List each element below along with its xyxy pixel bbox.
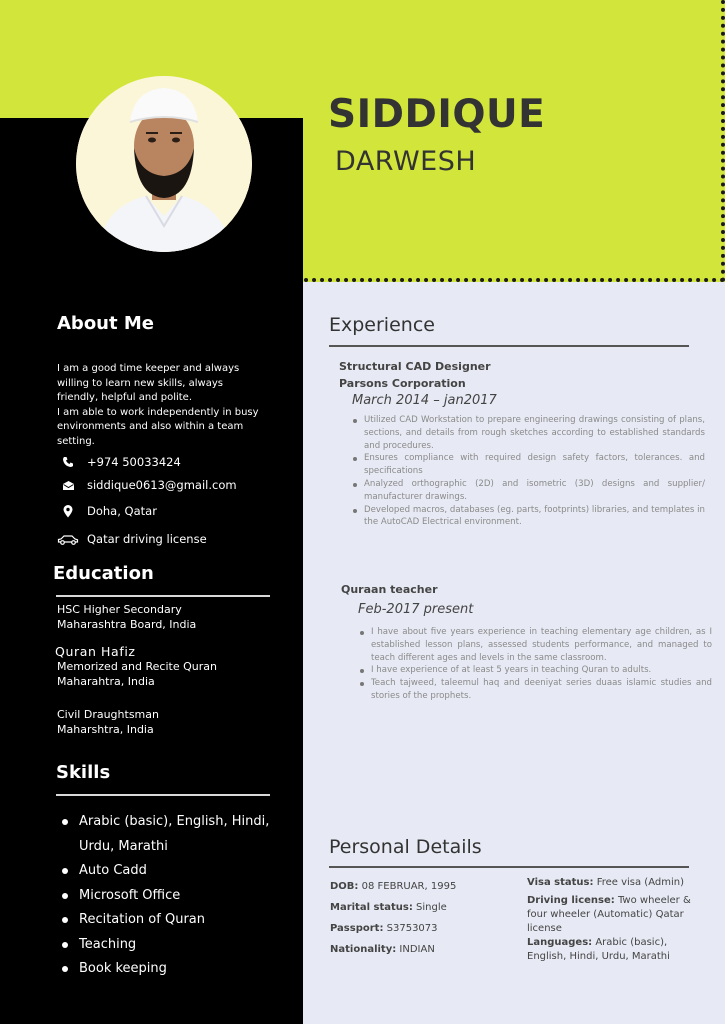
passport-value: S3753073 [383,923,438,934]
skills-divider [56,794,270,796]
education-degree: Quran Hafiz [55,644,136,659]
driving-row [527,894,695,936]
experience-heading: Experience [329,314,435,336]
job-title [339,358,491,392]
passport-label: Passport: [330,923,384,934]
marital-value: Single [412,902,447,913]
job-bullet: I have experience of at least 5 years in teaching Quran to adults. [358,664,712,677]
marital-label: Marital status: [330,902,413,913]
marital-row [330,897,510,918]
job-bullet: Developed macros, databases (eg. parts, footprints) libraries, and templates in the AutoCAD Electrical environment. [351,504,705,530]
job-bullet: Teach tajweed, taleemul haq and deeniyat series duaas islamic studies and stories of the prophets. [358,677,712,703]
skill-item: Recitation of Quran [60,908,270,933]
first-name: SIDDIQUE [328,92,546,137]
visa-label: Visa status: [527,877,594,888]
experience-divider [329,345,689,347]
dob-label: DOB: [330,881,359,892]
job-title-text: Structural CAD Designer [339,360,491,373]
passport-row [330,918,510,939]
skill-item: Arabic (basic), English, Hindi, Urdu, Marathi [60,810,270,859]
education-degree: Civil Draughtsman [57,708,159,721]
contact-email [56,476,286,494]
education-item [55,644,217,689]
job-bullets [351,414,705,529]
job-company: Parsons Corporation [339,377,466,390]
driving-label: Driving license: [527,895,615,906]
personal-left-column [330,876,510,960]
skill-item: Teaching [60,933,270,958]
contact-license [56,530,286,548]
job-date: Feb-2017 present [358,602,474,617]
skill-item: Auto Cadd [60,859,270,884]
about-text-1: I am a good time keeper and always willing to learn new skills, always friendly, helpful and polite. [57,363,240,404]
job-bullet: Ensures compliance with required design safety factors, tolerances. and specifications [351,452,705,478]
personal-divider [329,866,689,868]
job-bullets [358,626,712,703]
education-item [57,602,196,632]
education-detail: Memorized and Recite Quran [57,660,217,673]
visa-value: Free visa (Admin) [593,877,684,888]
personal-heading: Personal Details [329,836,482,858]
car-icon [56,531,80,547]
email-text: siddique0613@gmail.com [87,478,237,492]
location-text: Doha, Qatar [87,504,157,518]
education-place: Maharashtra Board, India [57,618,197,631]
job-date: March 2014 – jan2017 [352,393,497,408]
education-heading: Education [53,563,154,584]
nationality-label: Nationality: [330,944,397,955]
personal-right-column [527,876,695,964]
job-bullet: I have about five years experience in teaching elementary age children, as I established lesson plans, assessed students performance, and managed to teach different ages and levels in the same classroom. [358,626,712,664]
languages-row [527,936,695,964]
education-degree: HSC Higher Secondary [57,603,182,616]
education-place: Maharahtra, India [57,675,155,688]
nationality-value: INDIAN [396,944,435,955]
phone-text: +974 50033424 [87,455,181,469]
about-heading: About Me [57,313,154,334]
job-bullet: Utilized CAD Workstation to prepare engineering drawings consisting of plans, sections, and details from rough sketches according to established standards and procedures. [351,414,705,452]
skills-heading: Skills [56,762,111,783]
email-icon [56,477,80,493]
job-title: Quraan teacher [341,583,438,596]
contact-location [56,502,286,520]
contact-phone [56,453,286,471]
languages-label: Languages: [527,937,593,948]
education-divider [56,595,270,597]
skill-item: Microsoft Office [60,884,270,909]
job-bullet: Analyzed orthographic (2D) and isometric (3D) designs and supplier/ manufacturer drawings. [351,478,705,504]
driving-value: Two wheeler & four wheeler (Automatic) Qatar license [527,895,691,934]
skill-item: Book keeping [60,957,270,982]
profile-photo [76,76,252,252]
education-place: Maharshtra, India [57,723,154,736]
visa-row [527,876,695,890]
phone-icon [56,454,80,470]
location-pin-icon [56,503,80,519]
skills-list [60,810,270,982]
dob-value: 08 FEBRUAR, 1995 [358,881,457,892]
dob-row [330,876,510,897]
license-text: Qatar driving license [87,532,207,546]
about-paragraph [57,362,267,450]
languages-value: Arabic (basic), English, Hindi, Urdu, Marathi [527,937,670,962]
nationality-row [330,939,510,960]
last-name: DARWESH [335,146,477,177]
about-text-2: I am able to work independently in busy environments and also within a team setting. [57,406,259,447]
education-item [57,707,159,737]
